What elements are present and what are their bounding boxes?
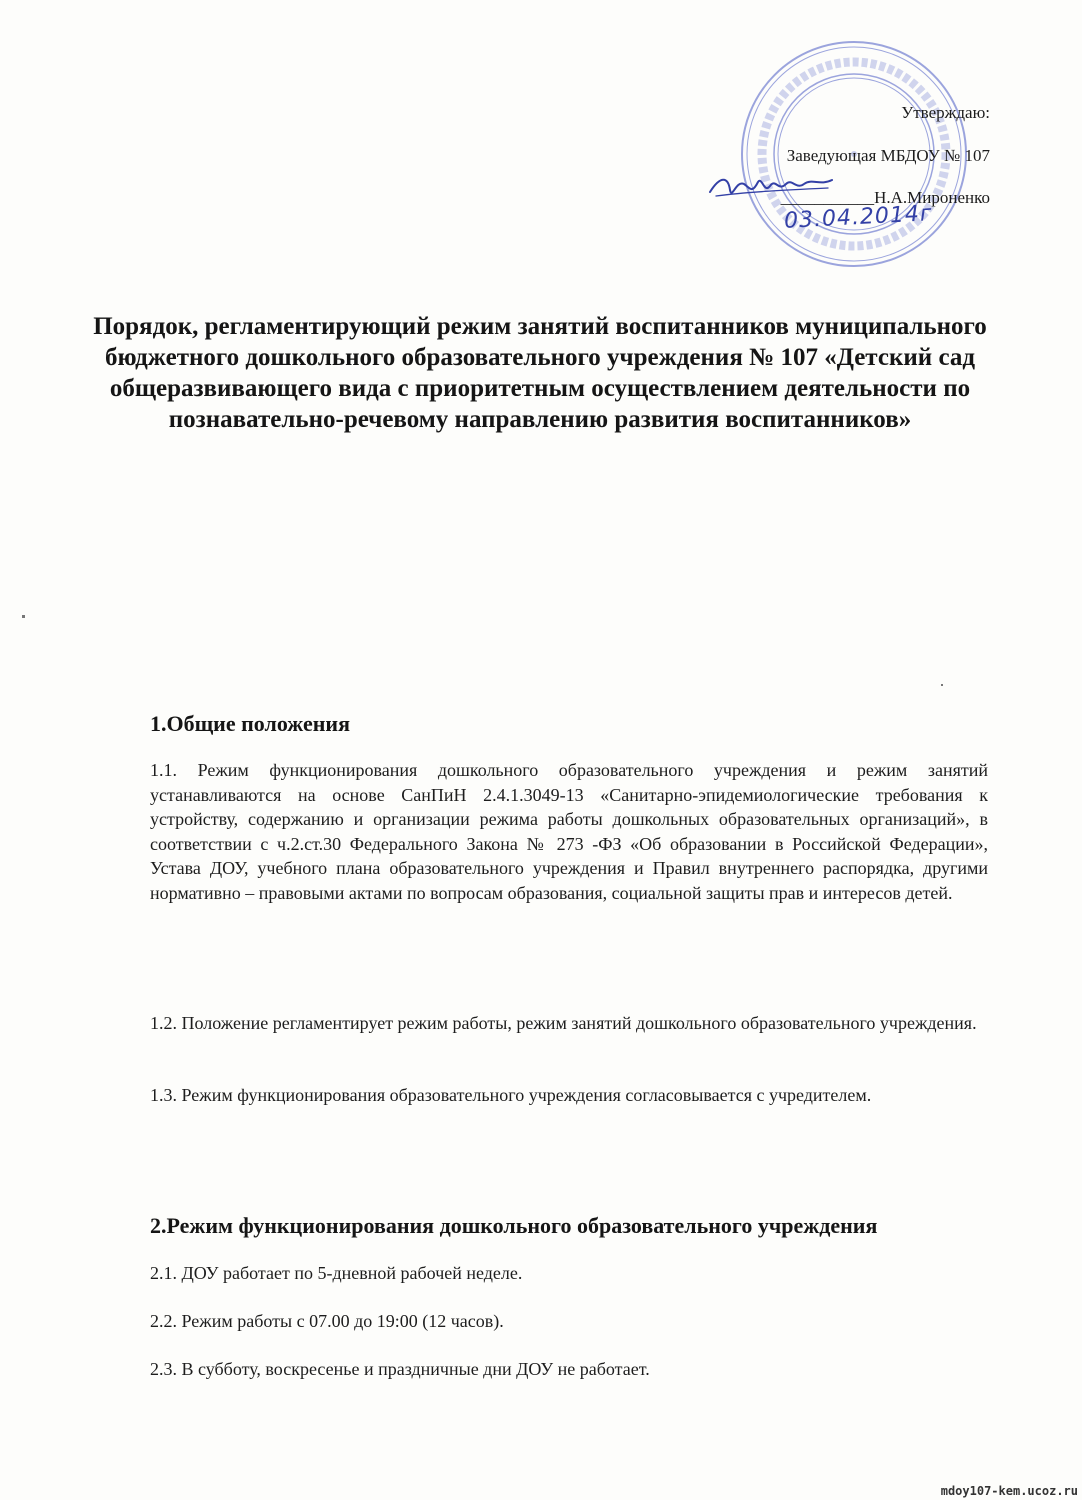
section1-paragraph-3: 1.3. Режим функционирования образовательного учреждения согласовывается с учредителем. [150, 1085, 872, 1105]
section1-paragraph-1: 1.1. Режим функционирования дошкольного образовательного учреждения и режим занятий устанавливаются на основе СанПиН 2.4.1.3049-13 «Санитарно-эпидемиологические требования к устройству, содержанию и организации режима работы дошкольных образовательных организаций», в соответствии с ч.2.ст.30 Федерального Закона № 273 -ФЗ «Об образовании в Российской Федерации», Устава ДОУ, учебного плана образовательного учреждения и Правил внутреннего распорядка, другими нормативно – правовыми актами по вопросам образования, социальной защиты прав и интересов детей. [150, 760, 988, 903]
approval-position: Заведующая МБДОУ № 107 [786, 146, 990, 165]
section2-item-2: 2.2. Режим работы с 07.00 до 19:00 (12 часов). [150, 1311, 504, 1331]
footer-url: mdoy107-kem.ucoz.ru [940, 1484, 1078, 1498]
signature-date: 03.04.2014г [783, 201, 934, 234]
section2-item-3: 2.3. В субботу, воскресенье и праздничные дни ДОУ не работает. [150, 1359, 650, 1379]
section1-paragraph-2: 1.2. Положение регламентирует режим работы, режим занятий дошкольного образовательного учреждения. [150, 1013, 977, 1033]
approval-name: ___________Н.А.Мироненко [780, 188, 990, 207]
handwritten-signature-icon [706, 170, 836, 204]
document-title: Порядок, регламентирующий режим занятий воспитанников муниципального бюджетного дошкольного образовательного учреждения № 107 «Детский сад общеразвивающего вида с приоритетным осуществлением деятельности по познавательно-речевому направлению развития воспитанников» [93, 313, 987, 433]
scan-speck [22, 615, 25, 618]
scan-speck [941, 684, 943, 686]
section2-heading: 2.Режим функционирования дошкольного образовательного учреждения [150, 1213, 878, 1238]
section1-heading: 1.Общие положения [150, 711, 350, 736]
section2-item-1: 2.1. ДОУ работает по 5-дневной рабочей неделе. [150, 1263, 523, 1283]
approval-label: Утверждаю: [901, 103, 990, 122]
